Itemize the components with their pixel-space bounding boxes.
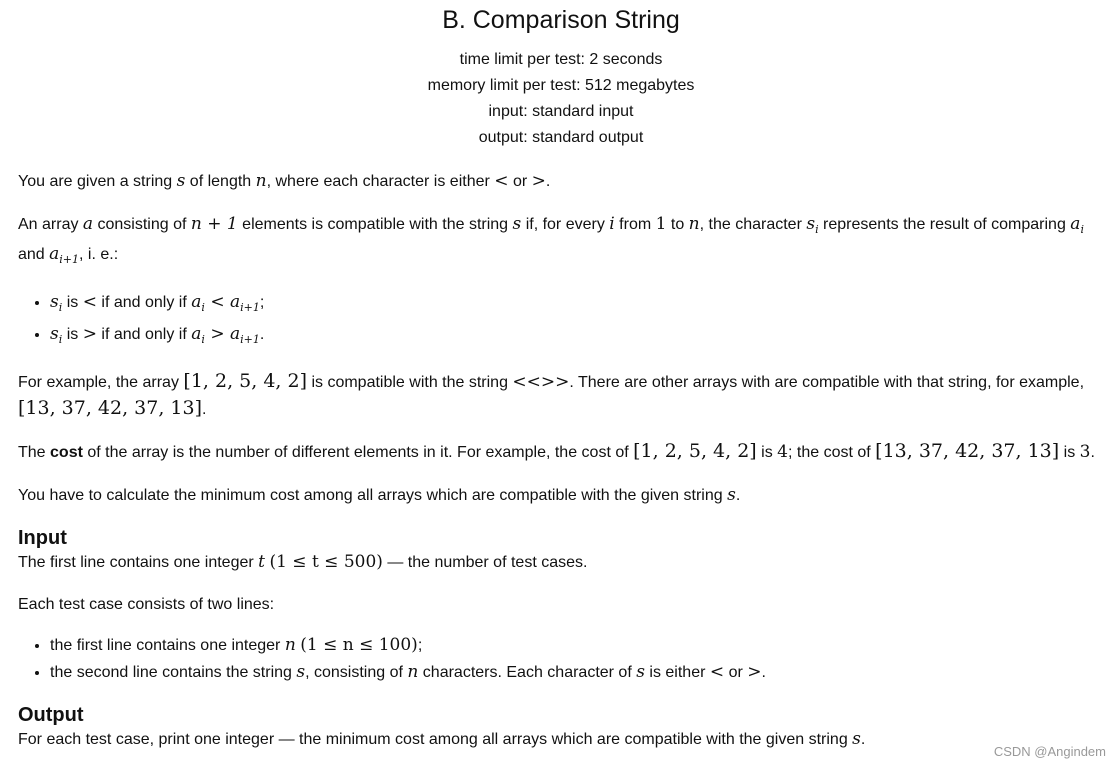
- memory-limit: memory limit per test: 512 megabytes: [427, 77, 695, 94]
- input-line-1: The first line contains one integer t (1 ≤ t ≤ 500) — the number of test cases.: [18, 552, 588, 573]
- comparison-rules-list: [18, 289, 1104, 353]
- input-heading: Input: [18, 527, 67, 550]
- watermark: CSDN @Angindem: [993, 744, 1106, 759]
- statement-paragraph-4: The cost of the array is the number of different elements in it. For example, the cost of [1, 2, 5, 4, 2] is 4; the cost of [13, 37, 42, 37, 13] is 3.: [18, 440, 1095, 463]
- statement-paragraph-5: You have to calculate the minimum cost among all arrays which are compatible with the given string s.: [18, 484, 741, 505]
- problem-header: [18, 5, 1104, 151]
- statement-paragraph-2: An array a consisting of n + 1 elements is compatible with the string s if, for every i from 1 to n, the character $s_i$ represents the result of comparing $a_i$ and $a_{i+1}$, i. e.:: [18, 213, 1084, 267]
- list-item: • the second line contains the string s, consisting of n characters. Each character of s is either < or >.: [50, 659, 1104, 686]
- output-line: For each test case, print one integer — the minimum cost among all arrays which are compatible with the given string s.: [18, 729, 866, 750]
- time-limit: time limit per test: 2 seconds: [459, 51, 663, 68]
- input-spec: input: standard input: [488, 103, 634, 120]
- list-item: • $s_i$ is < if and only if $a_i < a_{i+1}$;: [50, 289, 1104, 321]
- statement-paragraph-1: You are given a string s of length n, where each character is either < or >.: [18, 171, 551, 191]
- input-line-2: Each test case consists of two lines:: [18, 595, 275, 613]
- list-item: • $s_i$ is > if and only if $a_i > a_{i+1}$.: [50, 321, 1104, 353]
- input-format-list: [18, 632, 1104, 686]
- output-heading: Output: [18, 704, 84, 727]
- problem-statement: [18, 0, 1104, 753]
- problem-title: B. Comparison String: [442, 6, 680, 34]
- list-item: • the first line contains one integer n (1 ≤ n ≤ 100);: [50, 632, 1104, 659]
- statement-paragraph-3: For example, the array [1, 2, 5, 4, 2] is compatible with the string <<>>. There are other arrays with are compatible with that string, for example, [13, 37, 42, 37, 13].: [18, 370, 1085, 419]
- output-spec: output: standard output: [478, 129, 644, 146]
